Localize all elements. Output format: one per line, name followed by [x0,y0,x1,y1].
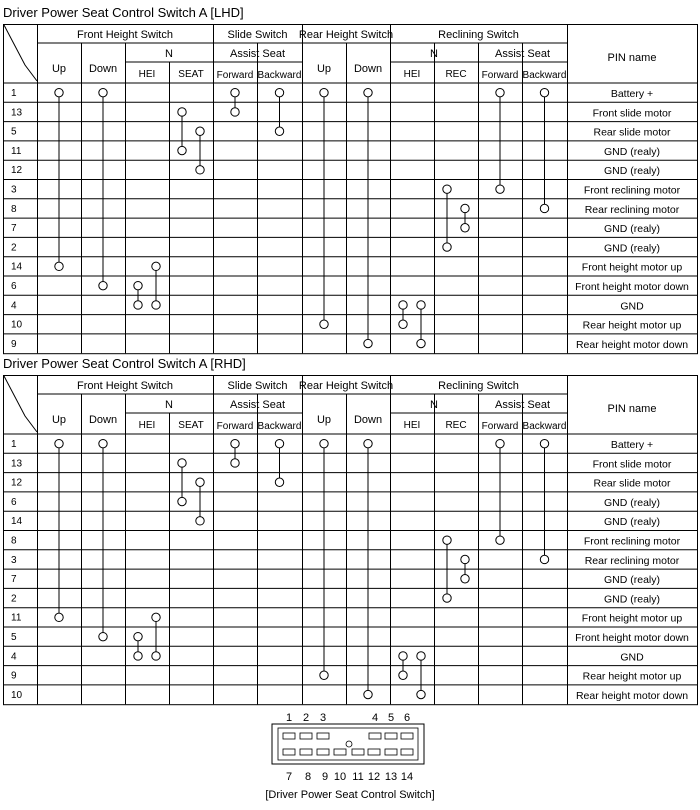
col-rec: REC [445,69,467,80]
pin-number: 14 [11,516,23,528]
connection-node [320,88,328,96]
connector-pin-label: 1 [285,712,293,724]
connection-node [461,575,469,583]
group-front-height: Front Height Switch [77,29,173,41]
connection-node [320,320,328,328]
pin-name: GND (realy) [603,516,661,529]
pin-number: 8 [11,535,17,547]
connection-node [364,88,372,96]
pin-name: GND (realy) [603,145,661,158]
pin-name: Front slide motor [592,458,672,471]
col-down: Down [353,63,383,75]
connector-pin-label: 10 [333,771,347,783]
connection-node [275,127,283,135]
group-reclining: Reclining Switch [438,380,519,392]
pin-name: GND [620,651,644,664]
connection-node [55,262,63,270]
col-forward: Forward [216,70,254,81]
group-slide: Slide Switch [227,380,288,392]
connection-node [417,301,425,309]
connection-node [196,517,204,525]
connection-node [540,555,548,563]
connection-node [134,652,142,660]
pin-number: 2 [11,593,17,605]
connector-caption: [Driver Power Seat Control Switch] [265,789,435,801]
connection-node [231,88,239,96]
pin-number: 13 [11,107,23,119]
pin-number: 4 [11,651,17,663]
connection-node [496,185,504,193]
connector-cavity [300,733,312,739]
connection-node [231,108,239,116]
pin-name: GND (realy) [603,242,661,255]
connection-node [55,439,63,447]
connection-node [443,536,451,544]
group-reclining: Reclining Switch [438,29,519,41]
connector-pin-label: 2 [302,712,310,724]
n-label: N [430,48,438,60]
connector-pin-label: 13 [384,771,398,783]
pin-name: Front height motor up [581,612,683,625]
col-seat: SEAT [178,69,204,80]
connection-node [417,339,425,347]
pin-name: GND (realy) [603,574,661,587]
pin-number: 12 [11,477,23,489]
connection-node [178,497,186,505]
corner-diagonal [4,376,37,432]
pin-name: Front height motor down [575,632,689,644]
col-backward: Backward [257,70,302,81]
connector-cavity [300,749,312,755]
connection-node [443,594,451,602]
connector-cavity [352,749,364,755]
connection-node [540,439,548,447]
col-hei: HEI [138,420,156,431]
col-forward: Forward [216,421,254,432]
connector-cavity [283,733,295,739]
connector-cavity [385,749,397,755]
pin-number: 7 [11,574,17,586]
pin-number: 3 [11,184,17,196]
connection-node [196,166,204,174]
connector-cavity [401,733,413,739]
connection-node [496,536,504,544]
pin-name: GND [620,300,644,313]
pin-number: 7 [11,223,17,235]
connector-cavity [369,733,381,739]
connection-node [196,478,204,486]
pin-name-header: PIN name [607,52,657,64]
rhd-table-title: Driver Power Seat Control Switch A [RHD] [3,356,246,371]
connection-node [417,690,425,698]
connection-node [399,671,407,679]
assist-label: Assist Seat [229,48,286,60]
lhd-connection-table [0,24,700,359]
col-backward: Backward [257,421,302,432]
col-down: Down [88,414,118,426]
connector-pin-label: 11 [352,771,364,783]
connection-node [320,439,328,447]
pin-number: 5 [11,632,17,643]
pin-name: GND (realy) [603,165,661,178]
pin-number: 10 [11,689,23,701]
n-label: N [430,399,438,411]
pin-name: Rear slide motor [593,477,671,490]
connector-pin-label: 3 [319,712,327,724]
connection-node [364,339,372,347]
connection-node [364,690,372,698]
col-forward: Forward [481,70,519,81]
connection-node [99,632,107,640]
connection-node [178,108,186,116]
group-slide: Slide Switch [227,29,288,41]
connector-cavity [385,733,397,739]
pin-name: Front height motor down [575,281,689,293]
connection-node [275,478,283,486]
connection-node [134,281,142,289]
pin-name: Front reclining motor [583,184,681,197]
connection-node [540,88,548,96]
pin-name-header: PIN name [607,403,657,415]
connector-pin-label: 5 [387,712,395,724]
rhd-connection-table [0,375,700,710]
col-backward: Backward [522,421,567,432]
pin-number: 4 [11,300,17,312]
pin-number: 1 [11,439,17,450]
pin-number: 10 [11,319,23,331]
connection-node [152,301,160,309]
connector-key [346,741,352,747]
connection-node [275,88,283,96]
connection-node [399,301,407,309]
pin-number: 6 [11,496,17,508]
pin-number: 11 [11,145,22,157]
connection-node [196,127,204,135]
pin-name: Battery + [610,88,654,100]
col-hei: HEI [138,69,156,80]
col-seat: SEAT [178,420,204,431]
pin-number: 5 [11,126,17,138]
pin-name: Front reclining motor [583,535,681,548]
connection-node [461,204,469,212]
connection-node [152,613,160,621]
pin-name: Rear height motor up [582,319,682,332]
pin-name: Rear height motor up [582,670,682,683]
assist-label: Assist Seat [494,48,551,60]
col-down: Down [353,414,383,426]
connection-node [152,262,160,270]
connector-cavity [317,749,329,755]
col-up: Up [51,63,67,75]
col-rec: REC [445,420,467,431]
connection-node [178,146,186,154]
connection-node [461,224,469,232]
pin-name: GND (realy) [603,593,661,606]
connection-node [364,439,372,447]
connection-node [540,204,548,212]
connection-node [55,88,63,96]
corner-diagonal [4,25,37,81]
connection-node [152,652,160,660]
pin-name: Battery + [610,439,654,451]
connector-pin-label: 4 [371,712,379,724]
pin-name: Front slide motor [592,107,672,120]
lhd-table-title: Driver Power Seat Control Switch A [LHD] [3,5,244,20]
assist-label: Assist Seat [229,399,286,411]
connector-cavity [317,733,329,739]
connection-node [99,281,107,289]
pin-number: 3 [11,554,17,566]
pin-name: GND (realy) [603,496,661,509]
group-front-height: Front Height Switch [77,380,173,392]
col-up: Up [51,414,67,426]
pin-name: Front height motor up [581,261,683,274]
pin-number: 1 [11,88,17,99]
pin-number: 12 [11,165,23,177]
connection-node [275,439,283,447]
connector-cavity [334,749,346,755]
pin-name: GND (realy) [603,223,661,236]
connection-node [231,439,239,447]
connection-node [443,185,451,193]
connection-node [231,459,239,467]
assist-label: Assist Seat [494,399,551,411]
pin-number: 13 [11,458,23,470]
pin-name: Rear slide motor [593,126,671,139]
col-backward: Backward [522,70,567,81]
connection-node [99,88,107,96]
connection-node [443,243,451,251]
col-up: Up [316,63,332,75]
connection-node [134,301,142,309]
connection-node [99,439,107,447]
col-up: Up [316,414,332,426]
col-forward: Forward [481,421,519,432]
pin-name: Rear reclining motor [584,554,680,567]
connector-pin-label: 6 [403,712,411,724]
connector-cavity [368,749,380,755]
group-rear-height: Rear Height Switch [298,29,394,41]
connector-pin-label: 9 [321,771,329,783]
pin-number: 11 [11,612,22,624]
pin-number: 9 [11,670,17,682]
connector-pin-label: 8 [304,771,312,783]
connection-node [399,652,407,660]
connection-node [399,320,407,328]
pin-number: 9 [11,338,17,350]
col-hei: HEI [403,69,421,80]
pin-number: 2 [11,242,17,254]
n-label: N [165,399,173,411]
connector-cavity [401,749,413,755]
group-rear-height: Rear Height Switch [298,380,394,392]
connection-node [320,671,328,679]
connector-pin-label: 12 [367,771,381,783]
pin-name: Rear reclining motor [584,203,680,216]
connector-pin-label: 14 [400,771,414,783]
connection-node [461,555,469,563]
connector-pin-label: 7 [285,771,293,783]
connection-node [417,652,425,660]
connection-node [178,459,186,467]
pin-name: Rear height motor down [575,689,689,702]
connection-node [55,613,63,621]
connection-node [496,88,504,96]
pin-name: Rear height motor down [575,338,689,351]
pin-number: 6 [11,281,17,292]
connection-node [496,439,504,447]
connection-node [134,632,142,640]
col-down: Down [88,63,118,75]
n-label: N [165,48,173,60]
pin-number: 14 [11,261,23,273]
pin-number: 8 [11,203,17,215]
col-hei: HEI [403,420,421,431]
connector-cavity [283,749,295,755]
